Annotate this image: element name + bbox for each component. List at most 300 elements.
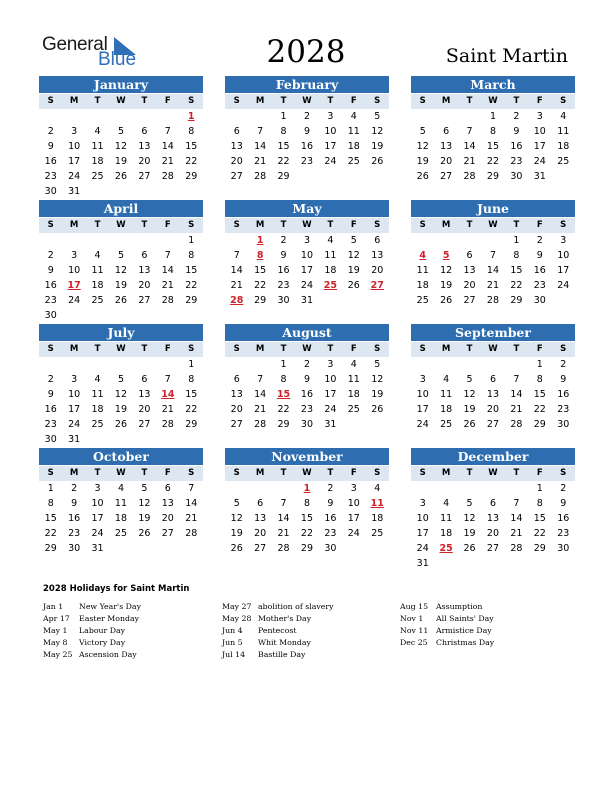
weekday-label: F xyxy=(350,220,357,230)
day-cell: 16 xyxy=(300,389,314,400)
day-cell: 24 xyxy=(347,528,360,539)
day-cell: 9 xyxy=(47,389,54,400)
day-cell: 3 xyxy=(350,483,357,494)
day-cell: 13 xyxy=(486,389,500,400)
holiday-entry xyxy=(400,613,494,625)
day-cell: 10 xyxy=(533,126,546,137)
holiday-name: Bastille Day xyxy=(258,650,306,659)
day-cell: 3 xyxy=(327,359,334,370)
day-cell: 10 xyxy=(324,374,337,385)
day-cell: 10 xyxy=(557,250,570,261)
weekday-label: S xyxy=(188,344,195,354)
empty-cell xyxy=(458,109,481,124)
day-cell: 31 xyxy=(300,295,314,306)
holiday-date: May 25 xyxy=(43,650,73,659)
day-cell: 20 xyxy=(138,404,151,415)
day-cell: 30 xyxy=(300,419,314,430)
day-cell: 8 xyxy=(489,126,496,137)
day-cell: 16 xyxy=(68,513,81,524)
holiday-entry xyxy=(43,625,141,637)
day-cell: 5 xyxy=(141,483,148,494)
day-cell: 17 xyxy=(300,265,314,276)
day-cell: 19 xyxy=(114,280,128,291)
day-cell: 23 xyxy=(533,280,546,291)
day-cell: 7 xyxy=(489,250,496,261)
weekday-label: F xyxy=(164,96,171,106)
day-cell: 9 xyxy=(303,374,310,385)
day-cell: 9 xyxy=(560,374,567,385)
day-cell: 23 xyxy=(68,528,81,539)
day-cell: 18 xyxy=(416,280,429,291)
day-cell: 2 xyxy=(513,111,520,122)
day-cell: 6 xyxy=(374,235,381,246)
day-cell: 29 xyxy=(277,419,290,430)
holiday-date: Apr 17 xyxy=(43,614,70,623)
weekday-label: W xyxy=(302,468,312,478)
empty-cell xyxy=(411,357,434,372)
day-cell: 21 xyxy=(230,280,243,291)
day-cell: 20 xyxy=(371,265,384,276)
day-cell: 9 xyxy=(47,265,54,276)
day-cell: 13 xyxy=(230,141,243,152)
day-cell: 26 xyxy=(347,280,360,291)
day-cell: 28 xyxy=(463,171,476,182)
day-cell: 30 xyxy=(557,419,570,430)
empty-cell xyxy=(434,109,457,124)
month-title: October xyxy=(39,448,203,465)
day-cell: 23 xyxy=(557,404,570,415)
weekday-label: W xyxy=(488,220,498,230)
day-cell: 17 xyxy=(324,141,337,152)
day-cell: 9 xyxy=(513,126,520,137)
weekday-label: W xyxy=(116,220,126,230)
day-cell: 20 xyxy=(463,280,476,291)
day-cell: 21 xyxy=(185,513,198,524)
day-cell: 9 xyxy=(71,498,78,509)
holiday-entry xyxy=(43,637,141,649)
holiday-day: 1 xyxy=(256,235,264,246)
weekday-label: T xyxy=(94,220,101,230)
day-cell: 11 xyxy=(91,389,104,400)
holiday-date: May 28 xyxy=(222,614,252,623)
day-cell: 2 xyxy=(47,374,54,385)
weekday-label: T xyxy=(141,468,148,478)
day-cell: 9 xyxy=(536,250,543,261)
day-cell: 11 xyxy=(440,389,453,400)
day-cell: 14 xyxy=(510,389,523,400)
weekday-label: M xyxy=(441,96,451,106)
day-cell: 24 xyxy=(533,156,546,167)
day-cell: 29 xyxy=(185,171,198,182)
day-cell: 4 xyxy=(350,359,357,370)
country-name: Saint Martin xyxy=(445,45,568,67)
weekday-label: S xyxy=(374,344,381,354)
day-cell: 20 xyxy=(486,528,500,539)
weekday-label: T xyxy=(327,96,334,106)
day-cell: 14 xyxy=(510,513,523,524)
weekday-label: M xyxy=(69,344,79,354)
empty-cell xyxy=(133,233,156,248)
day-cell: 18 xyxy=(557,141,570,152)
day-cell: 2 xyxy=(560,359,567,370)
day-cell: 20 xyxy=(486,404,500,415)
day-cell: 7 xyxy=(513,498,520,509)
day-cell: 28 xyxy=(185,528,198,539)
day-cell: 26 xyxy=(114,295,128,306)
weekday-label: F xyxy=(350,468,357,478)
day-cell: 3 xyxy=(94,483,101,494)
day-cell: 6 xyxy=(489,498,496,509)
empty-cell xyxy=(434,357,457,372)
weekday-label: M xyxy=(69,220,79,230)
day-grid xyxy=(411,233,575,308)
day-cell: 6 xyxy=(443,126,450,137)
day-grid xyxy=(225,109,389,184)
day-cell: 12 xyxy=(347,250,360,261)
day-cell: 15 xyxy=(277,141,290,152)
holidays-title: 2028 Holidays for Saint Martin xyxy=(43,584,190,594)
holiday-entry xyxy=(222,601,334,613)
holiday-date: May 8 xyxy=(43,638,68,647)
day-cell: 21 xyxy=(161,404,174,415)
day-cell: 22 xyxy=(277,404,290,415)
holiday-date: Dec 25 xyxy=(400,638,428,647)
holiday-day: 15 xyxy=(276,389,291,400)
day-cell: 5 xyxy=(350,235,357,246)
day-cell: 4 xyxy=(374,483,381,494)
day-cell: 6 xyxy=(257,498,264,509)
day-cell: 24 xyxy=(68,171,81,182)
day-cell: 15 xyxy=(486,141,500,152)
day-cell: 29 xyxy=(486,171,500,182)
day-cell: 4 xyxy=(327,235,334,246)
day-cell: 28 xyxy=(161,171,174,182)
day-cell: 1 xyxy=(280,359,287,370)
weekday-header-row xyxy=(39,342,203,357)
month-february xyxy=(225,76,389,184)
day-cell: 31 xyxy=(533,171,546,182)
day-cell: 27 xyxy=(230,419,243,430)
empty-cell xyxy=(62,357,85,372)
day-cell: 3 xyxy=(419,374,426,385)
day-cell: 31 xyxy=(68,186,81,197)
day-cell: 14 xyxy=(277,513,290,524)
day-cell: 5 xyxy=(117,126,124,137)
day-cell: 11 xyxy=(324,250,337,261)
month-november xyxy=(225,448,389,556)
day-cell: 26 xyxy=(114,171,128,182)
day-cell: 10 xyxy=(68,265,81,276)
weekday-label: S xyxy=(419,344,426,354)
empty-cell xyxy=(62,109,85,124)
day-cell: 18 xyxy=(440,404,453,415)
day-cell: 22 xyxy=(185,280,198,291)
day-cell: 27 xyxy=(138,295,151,306)
logo-general-text: General xyxy=(42,34,108,55)
weekday-header-row xyxy=(225,342,389,357)
weekday-header-row xyxy=(411,94,575,109)
day-cell: 27 xyxy=(138,419,151,430)
day-cell: 19 xyxy=(416,156,429,167)
weekday-label: S xyxy=(419,468,426,478)
day-cell: 19 xyxy=(371,141,384,152)
day-cell: 2 xyxy=(303,111,310,122)
day-cell: 4 xyxy=(117,483,124,494)
weekday-label: F xyxy=(350,96,357,106)
day-cell: 29 xyxy=(300,543,314,554)
day-cell: 16 xyxy=(300,141,314,152)
day-cell: 1 xyxy=(513,235,520,246)
empty-cell xyxy=(481,233,504,248)
day-cell: 3 xyxy=(71,250,78,261)
day-cell: 7 xyxy=(164,374,171,385)
day-cell: 9 xyxy=(303,126,310,137)
day-cell: 28 xyxy=(277,543,290,554)
day-cell: 6 xyxy=(141,250,148,261)
weekday-header-row xyxy=(39,218,203,233)
day-cell: 10 xyxy=(68,389,81,400)
empty-cell xyxy=(505,481,528,496)
day-cell: 21 xyxy=(161,156,174,167)
weekday-label: T xyxy=(327,468,334,478)
month-may xyxy=(225,200,389,308)
day-cell: 26 xyxy=(371,404,384,415)
day-cell: 20 xyxy=(230,404,243,415)
day-cell: 10 xyxy=(416,513,429,524)
day-cell: 6 xyxy=(489,374,496,385)
day-cell: 18 xyxy=(91,404,104,415)
month-title: July xyxy=(39,324,203,341)
day-cell: 6 xyxy=(466,250,473,261)
day-cell: 9 xyxy=(280,250,287,261)
empty-cell xyxy=(133,109,156,124)
day-cell: 21 xyxy=(463,156,476,167)
day-cell: 16 xyxy=(44,280,57,291)
holiday-day: 14 xyxy=(161,389,175,400)
holiday-day: 25 xyxy=(439,543,453,554)
day-cell: 16 xyxy=(533,265,546,276)
day-cell: 29 xyxy=(533,419,546,430)
month-august xyxy=(225,324,389,432)
day-cell: 15 xyxy=(533,389,546,400)
holiday-name: Pentecost xyxy=(258,626,297,635)
day-cell: 11 xyxy=(440,513,453,524)
holiday-date: Nov 1 xyxy=(400,614,424,623)
day-cell: 11 xyxy=(557,126,570,137)
day-cell: 7 xyxy=(257,126,264,137)
weekday-label: T xyxy=(94,344,101,354)
day-cell: 2 xyxy=(71,483,78,494)
holiday-name: All Saints' Day xyxy=(436,614,494,623)
weekday-label: W xyxy=(488,96,498,106)
day-cell: 27 xyxy=(138,171,151,182)
day-cell: 28 xyxy=(486,295,500,306)
day-cell: 19 xyxy=(230,528,243,539)
day-cell: 12 xyxy=(114,265,128,276)
day-cell: 5 xyxy=(374,111,381,122)
day-cell: 25 xyxy=(91,419,104,430)
day-cell: 24 xyxy=(416,543,429,554)
day-cell: 10 xyxy=(416,389,429,400)
day-cell: 14 xyxy=(185,498,198,509)
day-cell: 23 xyxy=(44,171,57,182)
month-title: January xyxy=(39,76,203,93)
day-cell: 20 xyxy=(138,280,151,291)
day-cell: 1 xyxy=(536,483,543,494)
weekday-label: T xyxy=(513,96,520,106)
day-cell: 22 xyxy=(533,528,546,539)
weekday-label: S xyxy=(560,468,567,478)
day-cell: 26 xyxy=(440,295,453,306)
day-cell: 10 xyxy=(300,250,314,261)
day-cell: 12 xyxy=(463,513,476,524)
holiday-name: Victory Day xyxy=(79,638,126,647)
empty-cell xyxy=(505,357,528,372)
day-cell: 24 xyxy=(68,295,81,306)
day-cell: 22 xyxy=(277,156,290,167)
day-cell: 26 xyxy=(371,156,384,167)
day-cell: 13 xyxy=(254,513,267,524)
empty-cell xyxy=(458,233,481,248)
day-cell: 7 xyxy=(466,126,473,137)
day-cell: 21 xyxy=(161,280,174,291)
day-cell: 21 xyxy=(510,404,523,415)
empty-cell xyxy=(39,233,62,248)
day-cell: 16 xyxy=(277,265,290,276)
day-cell: 8 xyxy=(188,374,195,385)
day-cell: 9 xyxy=(327,498,334,509)
day-cell: 27 xyxy=(486,419,500,430)
empty-cell xyxy=(411,233,434,248)
day-grid xyxy=(225,481,389,556)
day-cell: 12 xyxy=(416,141,429,152)
weekday-label: T xyxy=(280,220,287,230)
day-cell: 13 xyxy=(138,141,151,152)
holiday-day: 11 xyxy=(370,498,384,509)
day-grid xyxy=(411,481,575,571)
day-cell: 17 xyxy=(533,141,546,152)
day-cell: 12 xyxy=(371,126,384,137)
day-cell: 23 xyxy=(300,404,314,415)
holiday-date: May 1 xyxy=(43,626,68,635)
day-cell: 10 xyxy=(347,498,360,509)
holiday-name: Whit Monday xyxy=(258,638,311,647)
weekday-label: S xyxy=(233,344,240,354)
day-cell: 4 xyxy=(94,374,101,385)
weekday-label: M xyxy=(69,468,79,478)
weekday-label: F xyxy=(164,220,171,230)
day-cell: 9 xyxy=(560,498,567,509)
calendar-year: 2028 xyxy=(266,34,346,70)
day-cell: 11 xyxy=(114,498,128,509)
day-cell: 18 xyxy=(371,513,384,524)
weekday-label: S xyxy=(47,344,54,354)
month-title: March xyxy=(411,76,575,93)
day-cell: 26 xyxy=(463,543,476,554)
weekday-label: F xyxy=(536,468,543,478)
month-january xyxy=(39,76,203,199)
weekday-label: F xyxy=(164,344,171,354)
day-cell: 10 xyxy=(324,126,337,137)
day-cell: 10 xyxy=(68,141,81,152)
weekday-label: T xyxy=(466,96,473,106)
weekday-label: F xyxy=(536,344,543,354)
day-grid xyxy=(411,109,575,184)
day-cell: 16 xyxy=(510,141,523,152)
weekday-label: M xyxy=(441,344,451,354)
day-cell: 17 xyxy=(416,404,429,415)
day-cell: 15 xyxy=(300,513,314,524)
day-cell: 5 xyxy=(466,374,473,385)
day-cell: 8 xyxy=(536,374,543,385)
day-cell: 5 xyxy=(419,126,426,137)
day-cell: 29 xyxy=(277,171,290,182)
weekday-label: S xyxy=(374,468,381,478)
day-cell: 5 xyxy=(466,498,473,509)
day-cell: 24 xyxy=(300,280,314,291)
day-cell: 28 xyxy=(161,295,174,306)
empty-cell xyxy=(248,357,271,372)
empty-cell xyxy=(133,357,156,372)
holiday-entry xyxy=(400,625,494,637)
day-cell: 2 xyxy=(47,250,54,261)
day-cell: 24 xyxy=(416,419,429,430)
day-cell: 15 xyxy=(185,265,198,276)
day-cell: 8 xyxy=(188,250,195,261)
day-cell: 1 xyxy=(536,359,543,370)
day-cell: 13 xyxy=(440,141,453,152)
day-cell: 16 xyxy=(557,513,570,524)
weekday-label: F xyxy=(536,220,543,230)
weekday-header-row xyxy=(225,218,389,233)
day-cell: 21 xyxy=(510,528,523,539)
day-cell: 24 xyxy=(91,528,104,539)
day-cell: 30 xyxy=(277,295,290,306)
day-cell: 8 xyxy=(188,126,195,137)
holiday-entry xyxy=(222,637,334,649)
day-cell: 3 xyxy=(419,498,426,509)
weekday-label: W xyxy=(488,468,498,478)
day-cell: 4 xyxy=(94,126,101,137)
holiday-date: Aug 15 xyxy=(400,602,429,611)
day-cell: 20 xyxy=(230,156,243,167)
day-cell: 21 xyxy=(254,404,267,415)
weekday-label: T xyxy=(141,344,148,354)
holiday-name: Easter Monday xyxy=(79,614,140,623)
holiday-name: Labour Day xyxy=(79,626,126,635)
day-cell: 7 xyxy=(257,374,264,385)
month-december xyxy=(411,448,575,571)
day-cell: 22 xyxy=(254,280,267,291)
day-cell: 28 xyxy=(254,171,267,182)
day-cell: 31 xyxy=(91,543,104,554)
day-cell: 27 xyxy=(486,543,500,554)
day-cell: 6 xyxy=(164,483,171,494)
month-title: June xyxy=(411,200,575,217)
day-cell: 12 xyxy=(230,513,243,524)
day-cell: 30 xyxy=(533,295,546,306)
holiday-name: Armistice Day xyxy=(436,626,492,635)
day-cell: 22 xyxy=(510,280,523,291)
day-cell: 19 xyxy=(463,528,476,539)
empty-cell xyxy=(225,233,248,248)
weekday-label: F xyxy=(350,344,357,354)
day-cell: 18 xyxy=(324,265,337,276)
day-cell: 8 xyxy=(303,498,310,509)
day-cell: 16 xyxy=(44,404,57,415)
holiday-column xyxy=(43,601,141,661)
day-cell: 8 xyxy=(513,250,520,261)
